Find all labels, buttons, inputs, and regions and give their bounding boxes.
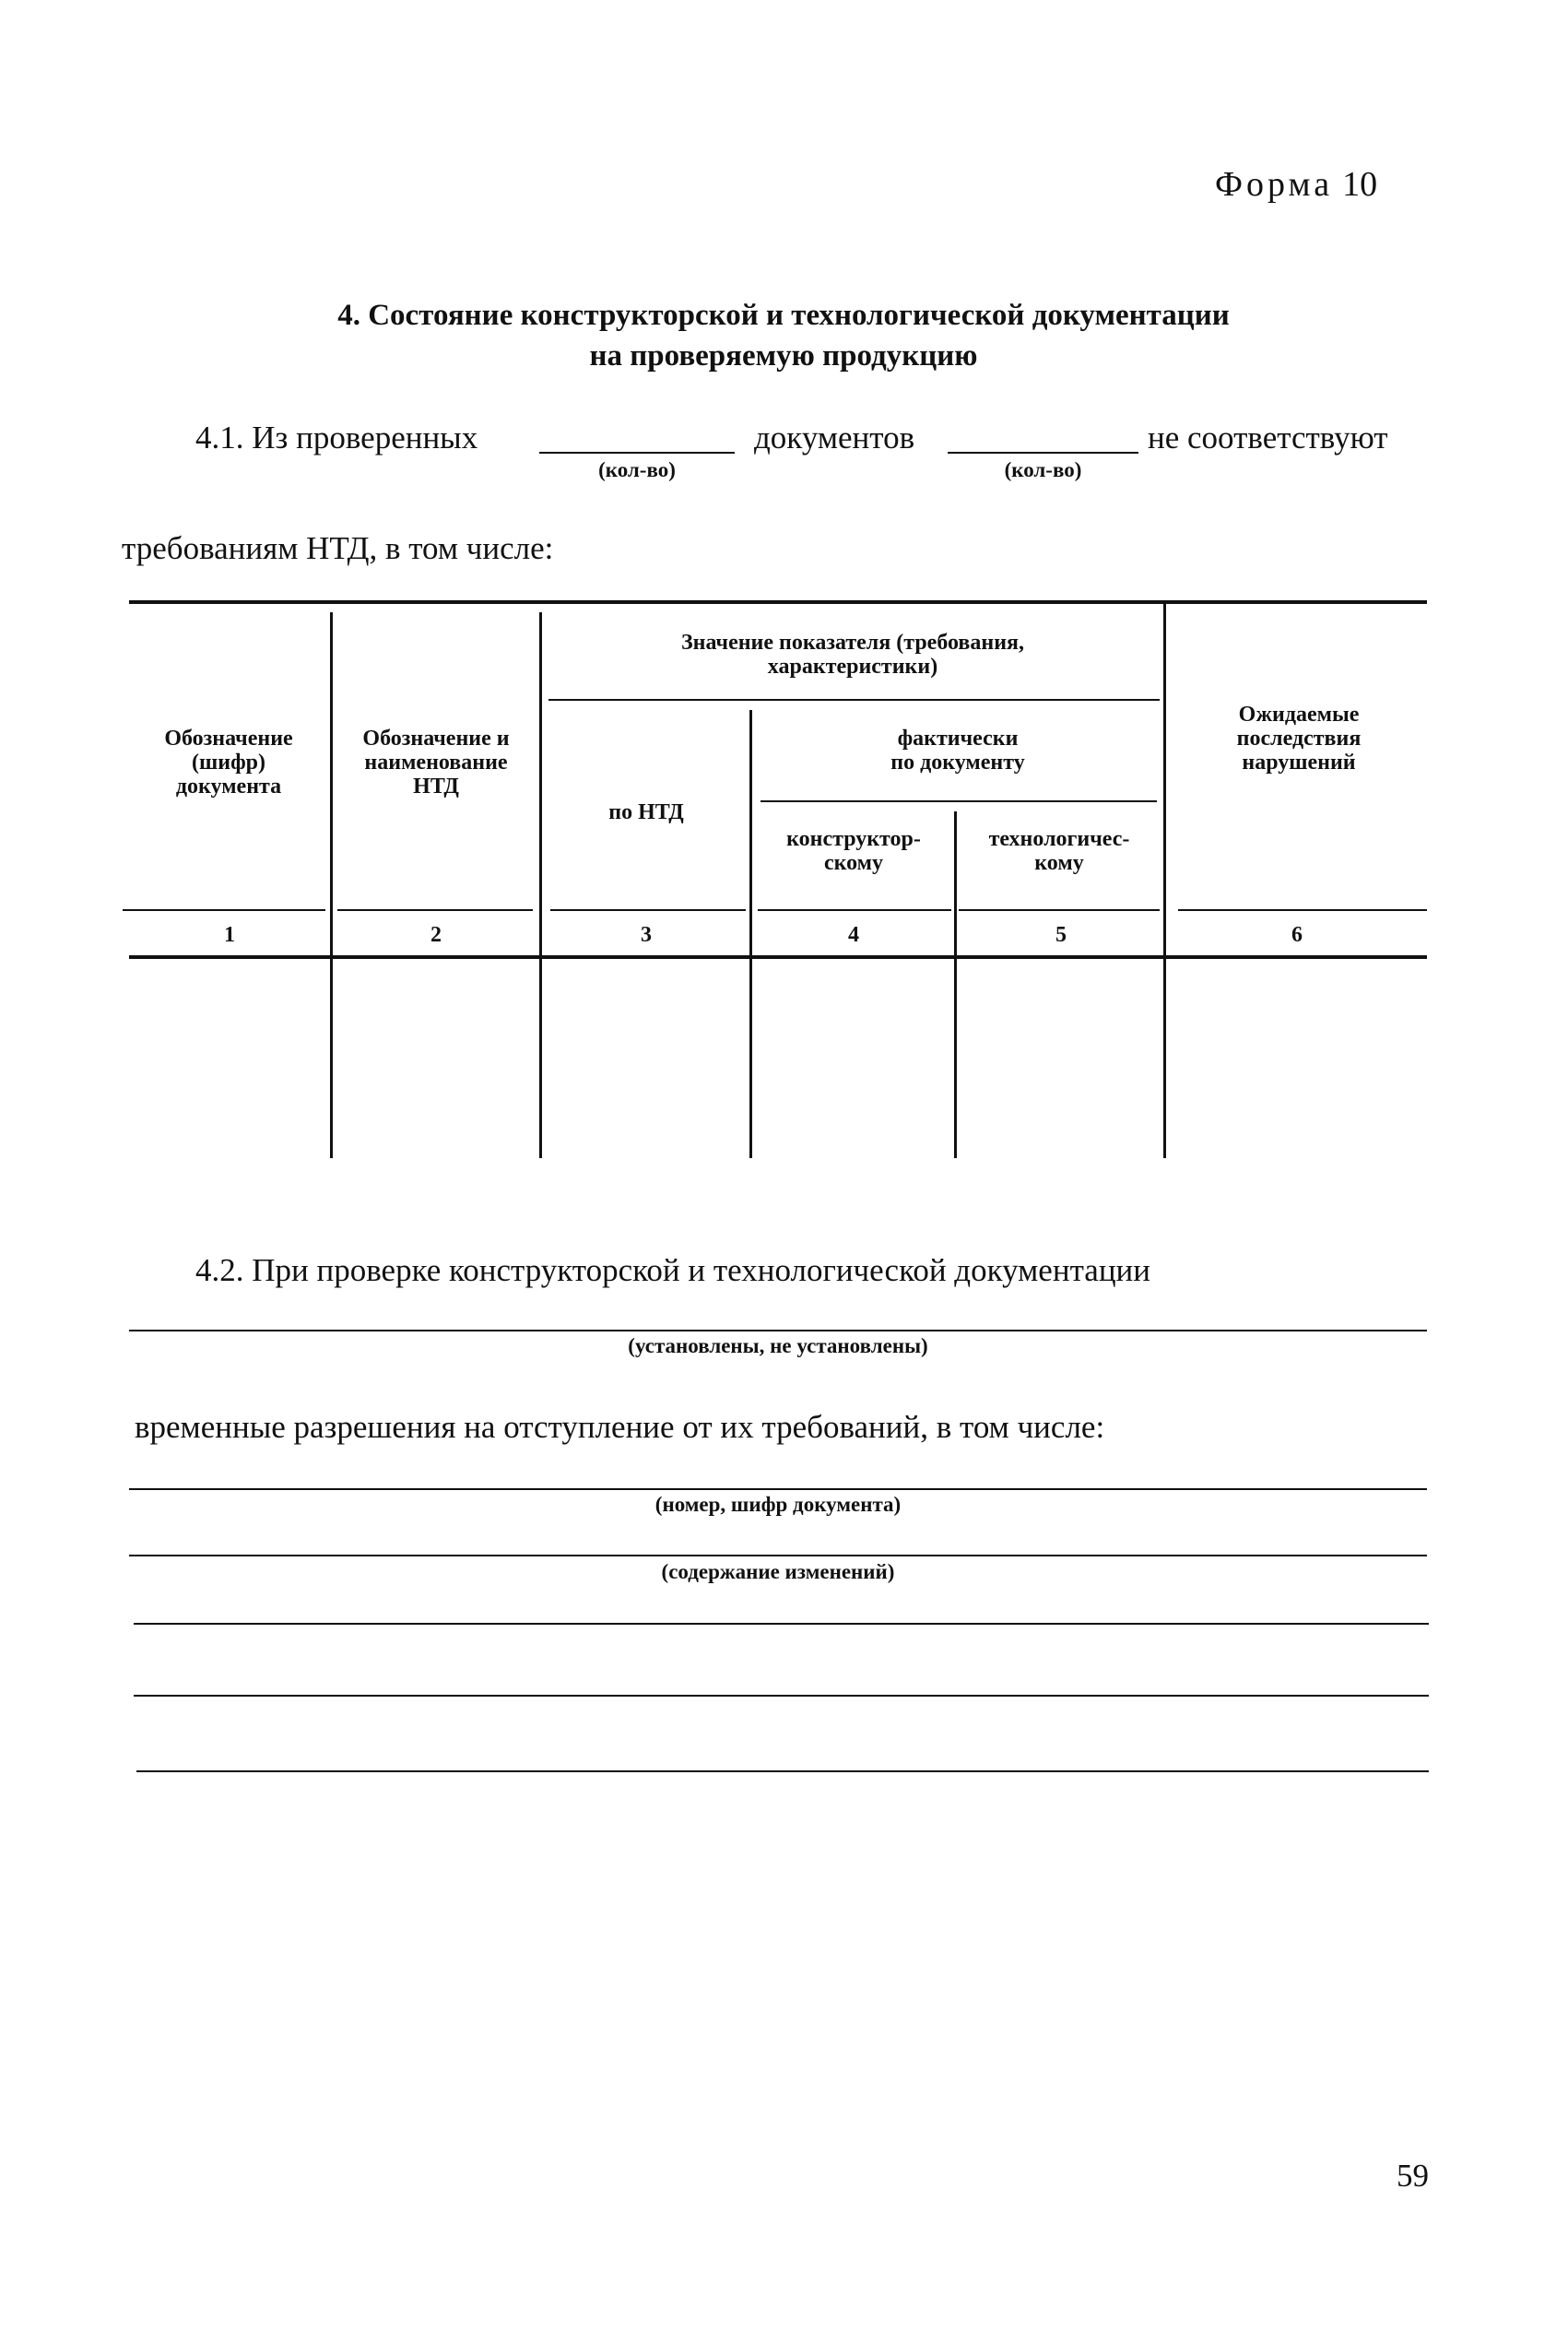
numbers-bottom-rule — [129, 955, 1427, 959]
form-number: 10 — [1342, 165, 1378, 204]
blank-line-2[interactable] — [134, 1695, 1429, 1697]
subgroup-header-rule — [760, 800, 1157, 802]
header-bottom-rule-6 — [1178, 909, 1427, 911]
count-2-blank[interactable] — [948, 452, 1138, 454]
header-bottom-rule-1 — [123, 909, 325, 911]
col3-header: по НТД — [608, 800, 684, 824]
count-2-caption: (кол-во) — [1004, 458, 1082, 481]
column-number-2: 2 — [430, 923, 442, 947]
form-label — [1215, 164, 1377, 205]
col1-header: Обозначение (шифр) документа — [164, 727, 293, 799]
section-heading — [184, 295, 1383, 376]
heading-line-2: на проверяемую продукцию — [589, 339, 978, 373]
section-4-1-suffix: не соответствуют — [1148, 420, 1388, 456]
table-divider-1 — [330, 612, 333, 1158]
column-number-6: 6 — [1291, 923, 1303, 947]
col4-header: конструктор- скому — [786, 827, 921, 875]
page-number: 59 — [1397, 2158, 1429, 2194]
header-bottom-rule-4 — [758, 909, 951, 911]
header-bottom-rule-5 — [959, 909, 1160, 911]
count-1-caption: (кол-во) — [598, 458, 676, 481]
header-bottom-rule-2 — [337, 909, 533, 911]
section-4-2-text: 4.2. При проверке конструкторской и технологической документации — [195, 1252, 1151, 1288]
form-word: Форма — [1215, 165, 1334, 204]
heading-line-1: 4. Состояние конструкторской и технологической документации — [337, 299, 1230, 332]
column-number-3: 3 — [641, 923, 652, 947]
table-divider-2 — [539, 612, 542, 1158]
blank-line-3[interactable] — [136, 1770, 1429, 1772]
established-blank[interactable] — [129, 1330, 1427, 1331]
subgroup-header: фактически по документу — [890, 727, 1025, 775]
col5-header: технологичес- кому — [988, 827, 1130, 875]
section-4-1-middle: документов — [754, 420, 915, 456]
document-number-caption: (номер, шифр документа) — [654, 1493, 902, 1516]
table-top-rule — [129, 600, 1427, 604]
changes-blank[interactable] — [129, 1555, 1427, 1556]
table-divider-5 — [1163, 604, 1166, 1158]
count-1-blank[interactable] — [539, 452, 735, 454]
section-4-1-continuation: требованиям НТД, в том числе: — [122, 530, 554, 566]
col6-header: Ожидаемые последствия нарушений — [1236, 703, 1362, 775]
section-4-1-prefix: 4.1. Из проверенных — [195, 420, 478, 456]
column-number-5: 5 — [1055, 923, 1067, 947]
blank-line-1[interactable] — [134, 1623, 1429, 1625]
established-caption: (установлены, не установлены) — [628, 1334, 928, 1357]
group-header-rule — [548, 699, 1160, 701]
header-bottom-rule-3 — [550, 909, 746, 911]
group-header: Значение показателя (требования, характеристики) — [681, 631, 1024, 679]
column-number-1: 1 — [224, 923, 235, 947]
col2-header: Обозначение и наименование НТД — [362, 727, 510, 799]
column-number-4: 4 — [848, 923, 859, 947]
section-4-2-continuation: временные разрешения на отступление от их требований, в том числе: — [135, 1409, 1105, 1445]
document-number-blank[interactable] — [129, 1488, 1427, 1490]
changes-caption: (содержание изменений) — [661, 1560, 895, 1583]
